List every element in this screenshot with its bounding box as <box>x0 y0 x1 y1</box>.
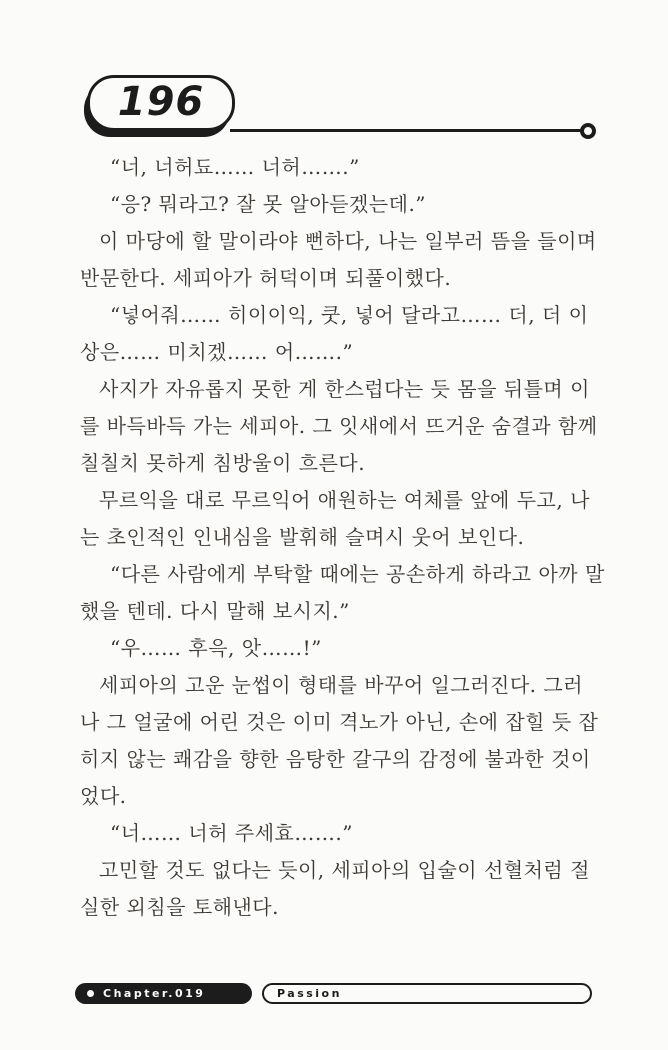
text-line: 반문한다. 세피아가 허덕이며 되풀이했다. <box>80 266 452 290</box>
text-line: 이 마당에 할 말이라야 뻔하다, 나는 일부러 뜸을 들이며 <box>99 229 597 253</box>
chapter-badge <box>75 983 252 1004</box>
text-line: 했을 텐데. 다시 말해 보시지.” <box>80 599 350 623</box>
text-line: “너, 너허됴…… 너허…….” <box>110 155 360 179</box>
text-line: 무르익을 대로 무르익어 애원하는 여체를 앞에 두고, 나 <box>99 488 590 512</box>
text-line: 고민할 것도 없다는 듯이, 세피아의 입술이 선혈처럼 절 <box>99 858 590 882</box>
text-line: “우…… 후윽, 앗……!” <box>110 636 322 660</box>
header-divider-line <box>230 129 581 132</box>
text-line: 히지 않는 쾌감을 향한 음탕한 갈구의 감정에 불과한 것이 <box>80 747 591 771</box>
header-line-end-ring-icon <box>580 123 596 139</box>
section-pill <box>262 983 592 1004</box>
text-line: 었다. <box>80 784 127 808</box>
text-line: 세피아의 고운 눈썹이 형태를 바꾸어 일그러진다. 그러 <box>99 673 584 697</box>
text-line: 나 그 얼굴에 어린 것은 이미 격노가 아닌, 손에 잡힐 듯 잡 <box>80 710 599 734</box>
text-line: 는 초인적인 인내심을 발휘해 슬며시 웃어 보인다. <box>80 525 525 549</box>
text-line: “넣어줘…… 히이이익, 쿳, 넣어 달라고…… 더, 더 이 <box>110 303 589 327</box>
section-label: Passion <box>277 987 342 1000</box>
text-line: 사지가 자유롭지 못한 게 한스럽다는 듯 몸을 뒤틀며 이 <box>99 377 590 401</box>
text-line: “응? 뭐라고? 잘 못 알아듣겠는데.” <box>110 192 427 216</box>
text-line: 상은…… 미치겠…… 어…….” <box>80 340 354 364</box>
text-line: “너…… 너허 주세효…….” <box>110 821 353 845</box>
chapter-label: Chapter.019 <box>103 987 206 1000</box>
page-number: 196 <box>117 79 205 125</box>
text-line: 칠칠치 못하게 침방울이 흐른다. <box>80 451 366 475</box>
text-line: 실한 외침을 토해낸다. <box>80 895 279 919</box>
body-text <box>80 149 605 926</box>
text-line: “다른 사람에게 부탁할 때에는 공손하게 하라고 아까 말 <box>110 562 605 586</box>
text-line: 를 바득바득 가는 세피아. 그 잇새에서 뜨거운 숨결과 함께 <box>80 414 598 438</box>
page-number-box <box>87 75 235 131</box>
bullet-dot-icon <box>87 990 94 997</box>
